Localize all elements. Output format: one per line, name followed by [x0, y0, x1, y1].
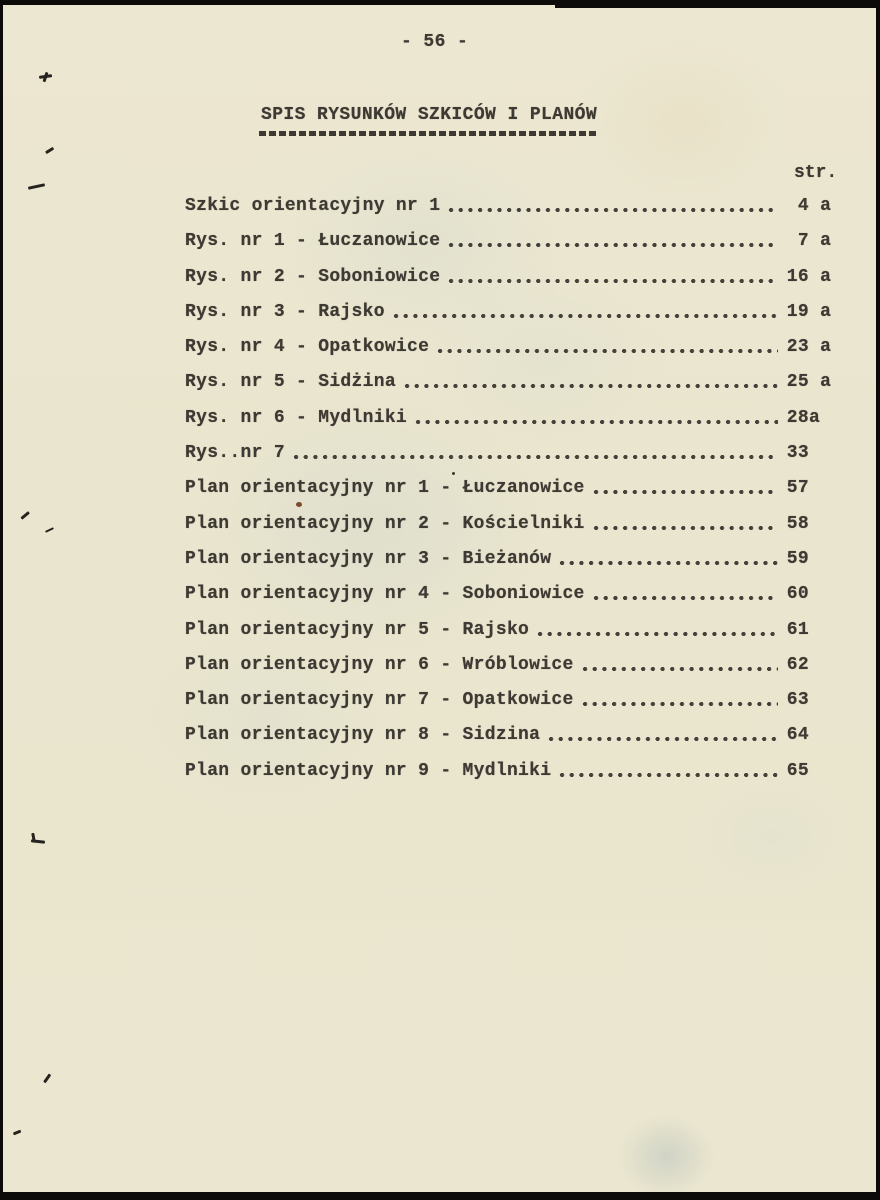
toc-entry: [185, 542, 837, 577]
toc-entry-label: Rys. nr 5 - Sidżina: [185, 372, 396, 393]
toc-entry-page-suffix: a: [809, 407, 821, 428]
toc-entry-label: Plan orientacyjny nr 8 - Sidzina: [185, 725, 541, 746]
toc-entry-page-number: 19: [786, 301, 809, 322]
dot-leader: [558, 754, 777, 789]
toc-entry-page-number: 65: [786, 760, 809, 781]
toc-entry: [185, 754, 837, 789]
toc-entry-label: Rys. nr 2 - Soboniowice: [185, 266, 441, 287]
toc-entry: [185, 648, 837, 683]
toc-entry-page-suffix: [809, 577, 837, 612]
toc-entry-label: Plan orientacyjny nr 9 - Mydlniki: [185, 760, 552, 781]
toc-entry-page-suffix: a: [809, 196, 832, 216]
toc-entry-page-suffix: [809, 613, 837, 648]
toc-entry-page-suffix: a: [809, 231, 832, 252]
toc-entry-page-number: 63: [786, 690, 809, 711]
dot-leader: [592, 507, 778, 542]
scan-edge-top: [555, 0, 880, 8]
toc-entry-page-number: 58: [786, 513, 809, 534]
toc-entry-page-suffix: a: [809, 337, 832, 358]
dot-leader: [392, 295, 778, 330]
toc-entry-label: Plan orientacyjny nr 1 - Łuczanowice: [185, 478, 585, 499]
toc-entry-page-suffix: [809, 648, 837, 683]
toc-entry: [185, 436, 837, 471]
toc-entry-page-number: 28: [786, 407, 809, 428]
toc-entry: [185, 330, 837, 365]
dot-leader: [581, 648, 778, 683]
toc-entry-label: Rys. nr 4 - Opatkowice: [185, 337, 430, 358]
toc-entry: [185, 577, 837, 612]
dot-leader: [292, 436, 778, 471]
toc-entry-page-number: 64: [786, 725, 809, 746]
ink-speck: [20, 511, 29, 519]
toc-entry-page-number: 60: [786, 584, 809, 605]
dot-leader: [558, 542, 777, 577]
toc-entry-page-suffix: [809, 718, 837, 753]
toc-entry-page-suffix: [809, 542, 837, 577]
toc-entry-page-number: 4: [797, 196, 809, 216]
ink-speck: [45, 147, 54, 154]
toc-entry-page-number: 62: [786, 654, 809, 675]
toc-entry: [185, 718, 837, 753]
toc-entry-page-suffix: a: [809, 372, 832, 393]
toc-entry: [185, 507, 837, 542]
dot-leader: [536, 613, 778, 648]
dot-leader: [447, 260, 777, 295]
toc-entry-page-suffix: [809, 683, 837, 718]
toc-entry-page-suffix: [809, 471, 837, 506]
toc-entry: [185, 683, 837, 718]
toc-entry-page-number: 57: [786, 478, 809, 499]
toc-entry-page-number: 7: [797, 231, 809, 252]
toc-entry-page-suffix: a: [809, 266, 832, 287]
toc-entry-page-number: 33: [786, 443, 809, 464]
toc-entry-label: Plan orientacyjny nr 5 - Rajsko: [185, 619, 530, 640]
toc-entry-page-suffix: [809, 754, 837, 789]
scan-edge-bottom: [0, 1192, 880, 1200]
toc-entry-label: Szkic orientacyjny nr 1: [185, 196, 441, 216]
dot-leader: [592, 577, 778, 612]
toc-entry-label: Plan orientacyjny nr 3 - Bieżanów: [185, 548, 552, 569]
toc-entry-label: Rys. nr 6 - Mydlniki: [185, 407, 408, 428]
dot-leader: [547, 718, 778, 753]
page-number-header: - 56 -: [401, 32, 469, 52]
ink-speck: [28, 183, 45, 189]
toc-entry-page-suffix: a: [809, 301, 832, 322]
toc-entry: [185, 189, 837, 224]
page-title: SPIS RYSUNKÓW SZKICÓW I PLANÓW: [261, 105, 598, 125]
ink-speck: [43, 1073, 51, 1083]
dot-leader: [447, 224, 778, 259]
toc-entry: [185, 365, 837, 400]
toc-entry-page-suffix: [809, 507, 837, 542]
toc-entry-page-number: 59: [786, 548, 809, 569]
dot-leader: [447, 189, 778, 224]
toc-list: [185, 189, 837, 789]
toc-entry-label: Rys. nr 3 - Rajsko: [185, 301, 385, 322]
toc-entry-label: Rys. nr 1 - Łuczanowice: [185, 231, 441, 252]
toc-entry-page-number: 61: [786, 619, 809, 640]
toc-entry-label: Plan orientacyjny nr 7 - Opatkowice: [185, 690, 574, 711]
dot-leader: [403, 365, 778, 400]
ink-speck: [13, 1130, 21, 1135]
dot-leader: [592, 471, 778, 506]
dot-leader: [436, 330, 778, 365]
toc-entry-page-suffix: [809, 436, 837, 471]
dot-leader: [581, 683, 778, 718]
toc-entry-page-number: 16: [786, 266, 809, 287]
page-column-header: str.: [794, 163, 838, 183]
toc-entry-label: Plan orientacyjny nr 4 - Soboniowice: [185, 584, 585, 605]
dot-leader: [414, 401, 778, 436]
ink-speck: [45, 527, 54, 533]
toc-entry: [185, 401, 837, 436]
title-underline: [259, 131, 597, 136]
toc-entry-page-number: 25: [786, 372, 809, 393]
toc-entry-label: Plan orientacyjny nr 2 - Kościelniki: [185, 513, 585, 534]
toc-entry: [185, 224, 837, 259]
ink-speck: [31, 833, 35, 842]
toc-entry: [185, 260, 837, 295]
toc-entry-label: Rys..nr 7: [185, 443, 285, 464]
ink-speck: [452, 472, 455, 475]
toc-entry-page-number: 23: [786, 337, 809, 358]
toc-entry: [185, 471, 837, 506]
toc-entry: [185, 613, 837, 648]
ink-speck: [296, 502, 302, 507]
paper-sheet: [3, 5, 876, 1192]
toc-entry-label: Plan orientacyjny nr 6 - Wróblowice: [185, 654, 574, 675]
toc-entry: [185, 295, 837, 330]
